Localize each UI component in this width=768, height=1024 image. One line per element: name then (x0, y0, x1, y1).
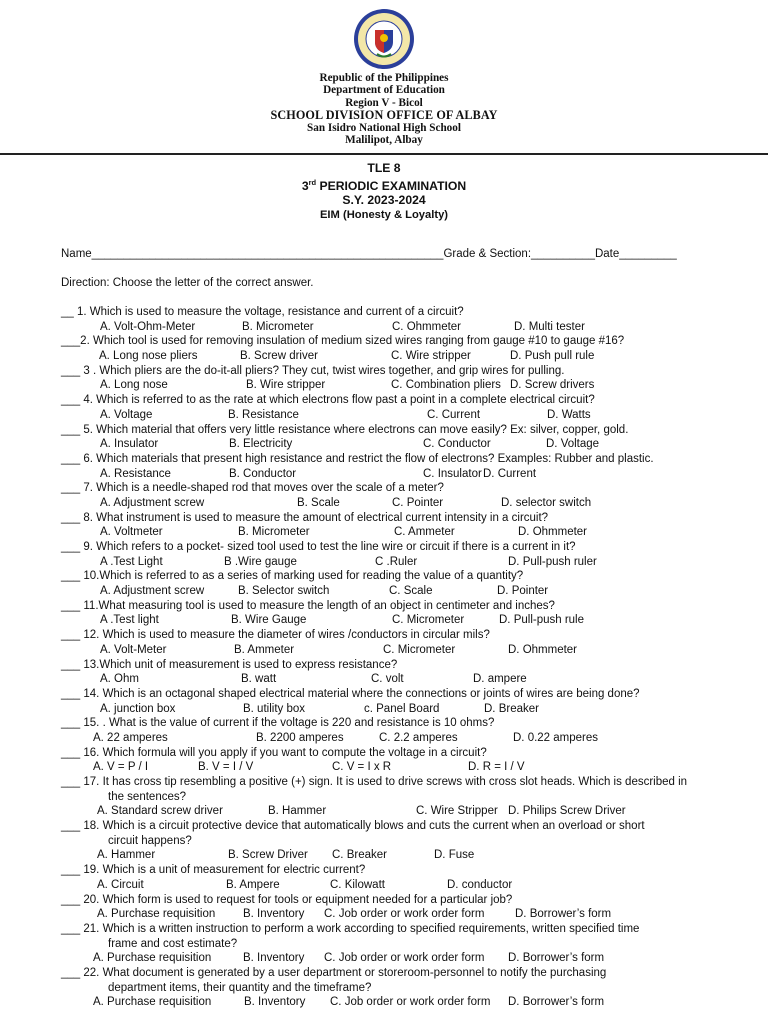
answer-option: A. Long nose (100, 379, 168, 392)
answer-option: D. Pull-push rule (499, 614, 585, 627)
question-text-continued: frame and cost estimate? (108, 937, 238, 950)
answer-options (61, 525, 751, 540)
answer-option: C. Micrometer (392, 614, 465, 627)
answer-option: B. Selector switch (238, 585, 330, 598)
answer-option: D. Multi tester (514, 320, 585, 333)
answer-options (61, 643, 751, 658)
answer-option: D. conductor (447, 878, 513, 891)
answer-options (61, 731, 751, 746)
answer-option: D. Fuse (434, 849, 475, 862)
seal-icon (353, 8, 415, 70)
answer-option: B. Resistance (228, 408, 299, 421)
exam-title (0, 176, 768, 194)
answer-option: A. Hammer (97, 849, 156, 862)
answer-option: D. Ohmmeter (508, 643, 578, 656)
question-text: ___ 7. Which is a needle-shaped rod that moves over the scale of a meter? (61, 482, 444, 495)
answer-option: B. watt (241, 673, 277, 686)
answer-options (61, 995, 751, 1010)
answer-option: C. Conductor (423, 438, 491, 451)
question-item (61, 452, 751, 481)
answer-option: B. utility box (243, 702, 305, 715)
answer-options (61, 408, 751, 423)
question-text: ___2. Which tool is used for removing insulation of medium sized wires ranging from gauge #10 to gauge #16? (61, 335, 625, 348)
answer-option: A. 22 amperes (93, 731, 168, 744)
question-text: ___ 10.Which is referred to as a series of marking used for reading the value of a quantity? (61, 570, 524, 583)
answer-option: B. Ammeter (234, 643, 295, 656)
answer-option: D. Pull-push ruler (508, 555, 597, 568)
answer-option: D. 0.22 amperes (513, 731, 599, 744)
question-text: ___ 5. Which material that offers very little resistance where electrons can move easily? Ex: silver, copper, gold. (61, 423, 629, 436)
answer-option: C. Job order or work order form (330, 996, 491, 1009)
question-text: ___ 17. It has cross tip resembling a positive (+) sign. It is used to drive screws with cross slot heads. Which is described in (61, 776, 688, 788)
answer-options (61, 848, 751, 863)
answer-option: B. Ampere (226, 878, 280, 891)
question-item (61, 569, 751, 598)
question-item (61, 716, 751, 745)
answer-option: C. Wire stripper (391, 350, 471, 363)
question-text: ___ 21. Which is a written instruction to perform a work according to specified requirements, written specified time (61, 922, 640, 935)
answer-option: A. Adjustment screw (100, 585, 205, 598)
answer-option: C. V = I x R (332, 761, 392, 774)
answer-option: C. Job order or work order form (324, 908, 485, 921)
answer-option: A. Insulator (100, 438, 159, 451)
question-text: ___ 6. Which materials that present high resistance and restrict the flow of electrons? Examples: Rubber and plastic. (61, 452, 654, 465)
answer-option: B. Micrometer (242, 320, 314, 333)
answer-option: A. Ohm (100, 673, 139, 686)
question-item (61, 966, 751, 1010)
answer-options (61, 467, 751, 482)
answer-option: A. Long nose pliers (99, 350, 198, 363)
answer-option: C. Wire Stripper (416, 805, 498, 818)
header-region: Region V - Bicol (345, 96, 423, 109)
answer-option: A. Resistance (100, 467, 171, 480)
subject-title: TLE 8 (367, 161, 401, 175)
question-item (61, 628, 751, 657)
question-item (61, 540, 751, 569)
exam-title-block (0, 161, 768, 222)
question-text: ___ 20. Which form is used to request for tools or equipment needed for a particular job? (61, 893, 513, 906)
answer-option: D. R = I / V (468, 761, 525, 774)
header-school: San Isidro National High School (307, 121, 461, 134)
answer-option: A. Purchase requisition (97, 908, 216, 921)
question-text: ___ 14. Which is an octagonal shaped electrical material where the connections or joints of wires are being done? (61, 687, 640, 700)
question-item (61, 863, 751, 892)
answer-option: D. Screw drivers (510, 379, 595, 392)
answer-option: D. Current (483, 467, 537, 480)
answer-option: C. Breaker (332, 849, 387, 862)
answer-option: B. Inventory (243, 952, 305, 965)
question-item (61, 893, 751, 922)
answer-option: D. Philips Screw Driver (508, 805, 626, 818)
question-item (61, 393, 751, 422)
answer-options (61, 951, 751, 966)
answer-option: A. V = P / I (93, 761, 149, 774)
answer-option: D. Borrower’s form (508, 952, 605, 965)
answer-options (61, 760, 751, 775)
answer-option: B. Screw driver (240, 350, 318, 363)
answer-options (61, 672, 751, 687)
answer-option: D. Breaker (484, 702, 539, 715)
answer-option: C. volt (371, 673, 404, 686)
question-text-continued: department items, their quantity and the timeframe? (108, 981, 372, 994)
answer-option: C. 2.2 amperes (379, 731, 458, 744)
answer-option: D. selector switch (501, 496, 592, 509)
answer-option: c. Panel Board (364, 702, 440, 715)
answer-options (61, 437, 751, 452)
answer-option: C. Micrometer (383, 643, 456, 656)
answer-option: D. Borrower’s form (515, 908, 612, 921)
question-text: ___ 18. Which is a circuit protective device that automatically blows and cuts the current when an overload or short (61, 820, 645, 833)
answer-options (61, 555, 751, 570)
answer-option: D. Push pull rule (510, 350, 595, 363)
question-text-continued: circuit happens? (108, 834, 192, 847)
exam-number: 3 (301, 178, 309, 193)
question-text: ___ 12. Which is used to measure the diameter of wires /conductors in circular mils? (61, 629, 490, 642)
header-division: SCHOOL DIVISION OFFICE OF ALBAY (270, 108, 498, 123)
answer-option: B. Inventory (244, 996, 306, 1009)
question-text-continued: the sentences? (108, 790, 187, 803)
student-info-line: Name_______________________________________________________Grade & Section:__________Date_________ (61, 248, 677, 260)
answer-option: C. Scale (389, 585, 433, 598)
answer-option: B .Wire gauge (224, 555, 297, 568)
deped-seal-logo (353, 8, 415, 70)
answer-options (61, 320, 751, 335)
question-text: ___ 16. Which formula will you apply if you want to compute the voltage in a circuit? (61, 746, 487, 759)
question-item (61, 775, 751, 819)
answer-option: B. Hammer (268, 805, 327, 818)
answer-option: C. Kilowatt (330, 878, 385, 891)
answer-option: B. Wire stripper (246, 379, 326, 392)
question-item (61, 334, 751, 363)
header-address: Malilipot, Albay (345, 134, 423, 147)
directions: Direction: Choose the letter of the correct answer. (61, 277, 314, 289)
answer-options (61, 907, 751, 922)
question-item (61, 658, 751, 687)
answer-option: C. Ohmmeter (392, 320, 462, 333)
answer-options (61, 496, 751, 511)
answer-option: B. Scale (297, 496, 340, 509)
question-text: ___ 3 . Which pliers are the do-it-all pliers? They cut, twist wires together, and grip wires for pulling. (61, 364, 565, 377)
answer-option: B. 2200 amperes (256, 731, 344, 744)
question-text: ___ 13.Which unit of measurement is used to express resistance? (61, 658, 398, 671)
question-text: ___ 11.What measuring tool is used to measure the length of an object in centimeter and inches? (61, 599, 555, 612)
answer-option: B. Wire Gauge (231, 614, 307, 627)
exam-name: PERIODIC EXAMINATION (316, 178, 467, 193)
answer-option: A .Test Light (100, 555, 163, 568)
answer-options (61, 349, 751, 364)
question-text: ___ 8. What instrument is used to measure the amount of electrical current intensity in a circuit? (61, 511, 549, 524)
question-item (61, 687, 751, 716)
question-text: ___ 9. Which refers to a pocket- sized tool used to test the line wire or circuit if there is a current in it? (61, 541, 576, 553)
question-item (61, 819, 751, 863)
answer-option: D. Borrower’s form (508, 996, 605, 1009)
answer-option: D. ampere (473, 673, 527, 686)
question-item (61, 599, 751, 628)
answer-option: C. Insulator (423, 467, 482, 480)
question-text: ___ 19. Which is a unit of measurement for electric current? (61, 864, 366, 877)
answer-options (61, 584, 751, 599)
answer-option: A. Volt-Ohm-Meter (100, 320, 196, 333)
question-item (61, 364, 751, 393)
answer-option: C. Ammeter (394, 526, 455, 539)
answer-option: B. Electricity (229, 438, 293, 451)
answer-option: A. Purchase requisition (93, 996, 212, 1009)
question-list (61, 305, 751, 1010)
question-item (61, 746, 751, 775)
question-item (61, 423, 751, 452)
header-divider (0, 153, 768, 155)
answer-option: B. Micrometer (238, 526, 310, 539)
answer-options (61, 702, 751, 717)
answer-options (61, 804, 751, 819)
question-text: ___ 15. . What is the value of current if the voltage is 220 and resistance is 10 ohms? (61, 717, 495, 730)
answer-option: D. Watts (547, 408, 591, 421)
answer-option: A .Test light (100, 614, 159, 627)
header-department: Department of Education (323, 84, 445, 97)
answer-option: A. Purchase requisition (93, 952, 212, 965)
answer-option: A. junction box (100, 702, 176, 715)
question-item (61, 511, 751, 540)
question-text: __ 1. Which is used to measure the voltage, resistance and current of a circuit? (61, 306, 464, 318)
answer-option: A. Circuit (97, 878, 144, 891)
answer-option: C .Ruler (375, 555, 418, 568)
question-text: ___ 22. What document is generated by a user department or storeroom-personnel to notify the purchasing (61, 966, 607, 979)
answer-option: A. Standard screw driver (97, 805, 223, 818)
answer-option: C. Current (427, 408, 481, 421)
letterhead (0, 72, 768, 146)
answer-options (61, 613, 751, 628)
question-item (61, 305, 751, 334)
answer-option: A. Voltage (100, 408, 153, 421)
answer-option: C. Pointer (392, 496, 444, 509)
question-item (61, 922, 751, 966)
answer-options (61, 878, 751, 893)
answer-options (61, 378, 751, 393)
exam-theme: EIM (Honesty & Loyalty) (319, 208, 449, 221)
answer-option: A. Volt-Meter (100, 643, 167, 656)
answer-option: B. Inventory (243, 908, 305, 921)
answer-option: C. Combination pliers (391, 379, 501, 392)
answer-option: B. V = I / V (198, 761, 254, 774)
answer-option: C. Job order or work order form (324, 952, 485, 965)
answer-option: B. Conductor (229, 467, 297, 480)
answer-option: A. Voltmeter (100, 526, 163, 539)
question-item (61, 481, 751, 510)
school-year: S.Y. 2023-2024 (342, 193, 426, 208)
answer-option: A. Adjustment screw (100, 496, 205, 509)
answer-option: D. Voltage (546, 438, 600, 451)
header-republic: Republic of the Philippines (319, 72, 449, 84)
answer-option: B. Screw Driver (228, 849, 308, 862)
exam-ordinal: rd (308, 177, 317, 187)
question-text: ___ 4. Which is referred to as the rate at which electrons flow past a point in a complete electrical circuit? (61, 394, 595, 407)
answer-option: D. Pointer (497, 585, 549, 598)
answer-option: D. Ohmmeter (518, 526, 588, 539)
